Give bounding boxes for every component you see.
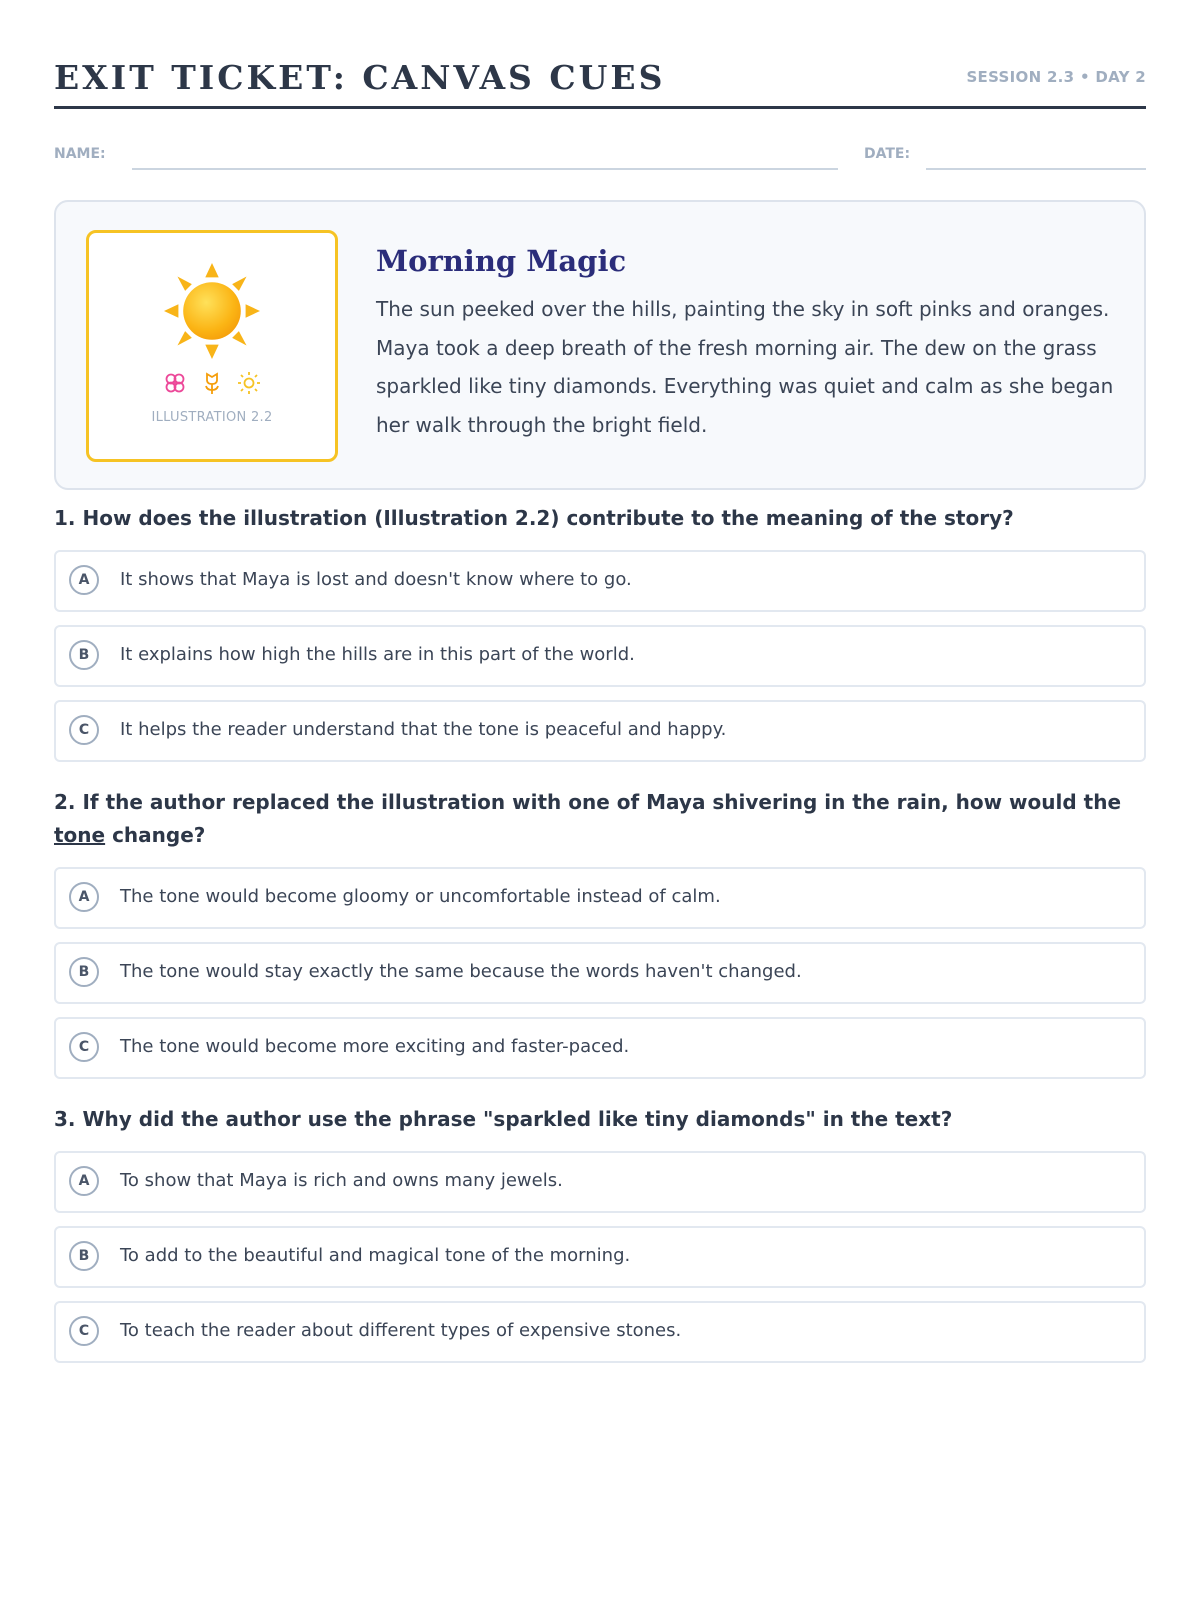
session-label: SESSION 2.3 • DAY 2 [966, 68, 1146, 86]
question-1-prompt: 1. How does the illustration (Illustration 2.2) contribute to the meaning of the story? [54, 506, 1014, 530]
option-letter-b: B [69, 1241, 99, 1271]
date-label: DATE: [864, 146, 911, 162]
question-2-prompt [54, 786, 1146, 852]
option-text: The tone would become more exciting and faster-paced. [120, 1036, 630, 1057]
question-3-option-b[interactable] [54, 1226, 1146, 1288]
story-text: The sun peeked over the hills, painting the sky in soft pinks and oranges. Maya took a deep breath of the fresh morning air. The dew on the grass sparkled like tiny diamonds. Everything was quiet and calm as she began her walk through the bright field. [376, 297, 1114, 437]
option-letter-b: B [69, 957, 99, 987]
option-letter-a: A [69, 882, 99, 912]
option-text: The tone would become gloomy or uncomfortable instead of calm. [120, 886, 721, 907]
option-text: It helps the reader understand that the tone is peaceful and happy. [120, 719, 727, 740]
option-letter-b: B [69, 640, 99, 670]
option-letter-c: C [69, 1316, 99, 1346]
question-2-option-a[interactable] [54, 867, 1146, 929]
story-title: Morning Magic [376, 244, 627, 278]
story-card [54, 200, 1146, 490]
option-letter-c: C [69, 715, 99, 745]
option-text: To teach the reader about different types of expensive stones. [120, 1320, 682, 1341]
question-3-prompt: 3. Why did the author use the phrase "sparkled like tiny diamonds" in the text? [54, 1107, 953, 1131]
question-2-option-c[interactable] [54, 1017, 1146, 1079]
name-field[interactable] [132, 168, 838, 170]
flower-icon [163, 371, 187, 395]
question-2-emphasis: tone [54, 823, 106, 847]
option-text: It shows that Maya is lost and doesn't know where to go. [120, 569, 632, 590]
tulip-icon [200, 371, 224, 395]
option-text: To show that Maya is rich and owns many jewels. [120, 1170, 563, 1191]
option-letter-a: A [69, 1166, 99, 1196]
illustration-box [86, 230, 338, 462]
option-letter-a: A [69, 565, 99, 595]
small-sun-icon [237, 371, 261, 395]
option-text: To add to the beautiful and magical tone of the morning. [120, 1245, 631, 1266]
question-1-option-a[interactable] [54, 550, 1146, 612]
date-field[interactable] [926, 168, 1146, 170]
option-text: It explains how high the hills are in this part of the world. [120, 644, 635, 665]
question-2-prompt-end: change? [105, 823, 206, 847]
sun-icon [164, 263, 260, 359]
student-info-fields [54, 140, 1146, 172]
header [54, 54, 1146, 109]
option-text: The tone would stay exactly the same because the words haven't changed. [120, 961, 802, 982]
name-label: NAME: [54, 146, 106, 162]
option-letter-c: C [69, 1032, 99, 1062]
question-1-option-c[interactable] [54, 700, 1146, 762]
question-2-option-b[interactable] [54, 942, 1146, 1004]
question-3-option-a[interactable] [54, 1151, 1146, 1213]
illustration-small-icons [89, 371, 335, 395]
question-3-option-c[interactable] [54, 1301, 1146, 1363]
question-1-option-b[interactable] [54, 625, 1146, 687]
illustration-caption: ILLUSTRATION 2.2 [151, 410, 273, 425]
page-title: EXIT TICKET: CANVAS CUES [54, 58, 666, 97]
question-2-prompt-start: 2. If the author replaced the illustration with one of Maya shivering in the rain, how would the [54, 790, 1122, 814]
